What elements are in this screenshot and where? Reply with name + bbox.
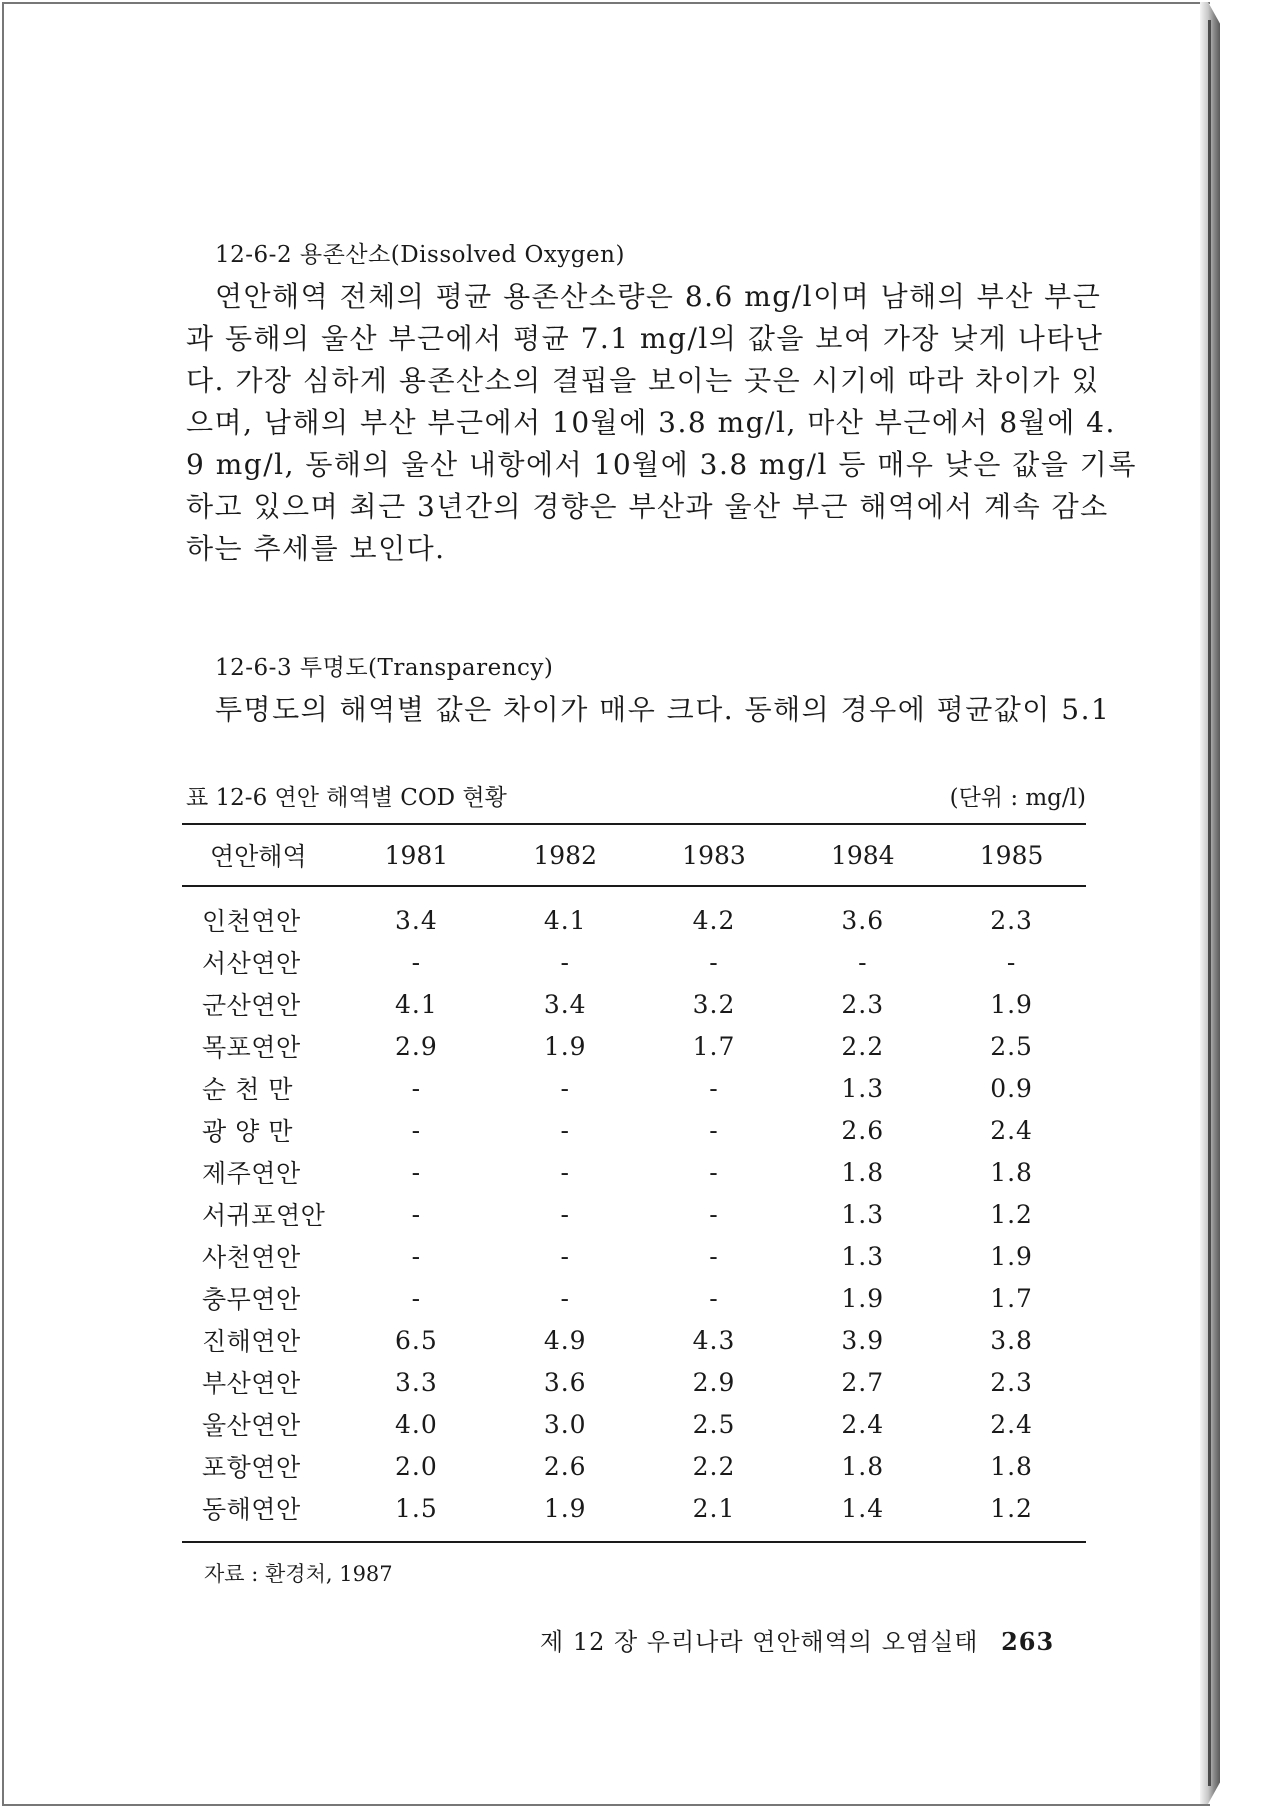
cod-value-cell: 1.9 — [990, 989, 1033, 1019]
table-row — [182, 1445, 1086, 1487]
cod-value-cell: - — [709, 1283, 719, 1313]
cod-value-cell: - — [560, 1199, 570, 1229]
cod-value-cell: 3.0 — [543, 1409, 587, 1439]
paragraph-line: 하고 있으며 최근 3년간의 경향은 부산과 울산 부근 해역에서 계속 감소 — [186, 490, 1109, 523]
cod-value-cell: 1.3 — [841, 1073, 885, 1103]
cod-value-cell: 2.3 — [841, 989, 885, 1019]
paragraph-transparency — [186, 689, 1111, 731]
cod-value-cell: 3.2 — [692, 989, 736, 1019]
cod-value-cell: 4.1 — [395, 989, 438, 1019]
table-row — [182, 1193, 1086, 1235]
running-footer — [540, 1622, 1054, 1657]
cod-value-cell: - — [709, 1157, 719, 1187]
table-row — [182, 1109, 1086, 1151]
cod-value-cell: 3.4 — [543, 989, 587, 1019]
cod-value-cell: - — [560, 1157, 570, 1187]
cod-value-cell: 1.7 — [990, 1283, 1033, 1313]
cod-value-cell: 2.1 — [692, 1493, 736, 1523]
cod-value-cell: 1.9 — [543, 1493, 587, 1523]
cod-value-cell: 1.7 — [692, 1031, 736, 1061]
cod-value-cell: 1.5 — [395, 1493, 438, 1523]
cod-value-cell: - — [709, 1241, 719, 1271]
column-header-year: 1982 — [533, 840, 597, 870]
cod-value-cell: 1.8 — [990, 1451, 1033, 1481]
table-row — [182, 1361, 1086, 1403]
cod-value-cell: 4.2 — [692, 905, 736, 935]
cod-value-cell: 2.5 — [692, 1409, 736, 1439]
table-caption: 표 12-6 연안 해역별 COD 현황 — [186, 785, 507, 811]
table-header-row — [182, 824, 1086, 886]
cod-value-cell: 1.8 — [990, 1157, 1033, 1187]
cod-value-cell: 3.4 — [395, 905, 438, 935]
table-row — [182, 1319, 1086, 1361]
cod-value-cell: 4.3 — [692, 1325, 736, 1355]
cod-value-cell: 1.4 — [841, 1493, 885, 1523]
chapter-title: 제 12 장 우리나라 연안해역의 오염실태 — [540, 1628, 979, 1656]
cod-value-cell: - — [560, 1115, 570, 1145]
cod-value-cell: 6.5 — [395, 1325, 438, 1355]
column-header-year: 1985 — [979, 840, 1044, 870]
table-row — [182, 1403, 1086, 1445]
table-unit: (단위 : mg/l) — [949, 785, 1086, 811]
cod-value-cell: - — [560, 1283, 570, 1313]
cod-value-cell: 2.9 — [395, 1031, 438, 1061]
paragraph-line: 하는 추세를 보인다. — [186, 532, 446, 565]
cod-value-cell: - — [411, 1115, 422, 1145]
table-row — [182, 983, 1086, 1025]
paragraph-line: 연안해역 전체의 평균 용존산소량은 8.6 mg/l이며 남해의 부산 부근 — [215, 280, 1102, 313]
table-row — [182, 1235, 1086, 1277]
cod-value-cell: - — [709, 1199, 719, 1229]
cod-value-cell: - — [1006, 947, 1017, 977]
cod-value-cell: 2.4 — [841, 1409, 885, 1439]
cod-value-cell: - — [411, 1283, 422, 1313]
region-cell: 서산연안 — [202, 949, 301, 978]
cod-value-cell: 1.8 — [841, 1451, 885, 1481]
cod-value-cell: 2.5 — [990, 1031, 1033, 1061]
paragraph-dissolved-oxygen — [186, 276, 1137, 570]
cod-value-cell: 3.3 — [395, 1367, 438, 1397]
cod-value-cell: 2.2 — [841, 1031, 885, 1061]
paragraph-line: 다. 가장 심하게 용존산소의 결핍을 보이는 곳은 시기에 따라 차이가 있 — [186, 364, 1100, 397]
cod-value-cell: - — [560, 1073, 570, 1103]
cod-value-cell: 3.8 — [990, 1325, 1033, 1355]
table-body — [182, 886, 1086, 1542]
table-row — [182, 941, 1086, 983]
region-cell: 진해연안 — [202, 1327, 301, 1356]
region-cell: 순 천 만 — [202, 1075, 293, 1104]
heading-dissolved-oxygen: 12-6-2 용존산소(Dissolved Oxygen) — [215, 242, 625, 268]
column-header-year: 1983 — [682, 840, 746, 870]
region-cell: 제주연안 — [202, 1159, 301, 1188]
column-header-year: 1984 — [830, 840, 895, 870]
region-cell: 충무연안 — [202, 1285, 301, 1314]
table-row — [182, 1151, 1086, 1193]
cod-value-cell: - — [709, 1073, 719, 1103]
region-cell: 울산연안 — [202, 1411, 301, 1440]
cod-value-cell: - — [560, 1241, 570, 1271]
cod-value-cell: 1.9 — [841, 1283, 885, 1313]
cod-value-cell: 2.0 — [395, 1451, 438, 1481]
table-row — [182, 1067, 1086, 1109]
cod-value-cell: - — [709, 1115, 719, 1145]
cod-value-cell: - — [560, 947, 570, 977]
cod-value-cell: - — [411, 947, 422, 977]
cod-value-cell: 1.2 — [990, 1493, 1033, 1523]
cod-value-cell: 1.2 — [990, 1199, 1033, 1229]
column-header-region: 연안해역 — [210, 842, 307, 871]
cod-value-cell: 2.4 — [990, 1115, 1033, 1145]
cod-value-cell: - — [709, 947, 719, 977]
page-edge-line — [1208, 20, 1211, 1786]
paragraph-line: 과 동해의 울산 부근에서 평균 7.1 mg/l의 값을 보여 가장 낮게 나타난 — [186, 322, 1104, 355]
page-number: 263 — [1001, 1627, 1055, 1656]
table-row — [182, 1025, 1086, 1067]
cod-value-cell: 2.2 — [692, 1451, 736, 1481]
paragraph-line: 9 mg/l, 동해의 울산 내항에서 10월에 3.8 mg/l 등 매우 낮은 값을 기록 — [186, 448, 1137, 481]
cod-value-cell: - — [411, 1157, 422, 1187]
cod-value-cell: 1.9 — [990, 1241, 1033, 1271]
heading-transparency: 12-6-3 투명도(Transparency) — [215, 655, 554, 681]
cod-value-cell: 2.6 — [841, 1115, 885, 1145]
cod-value-cell: - — [411, 1241, 422, 1271]
cod-value-cell: 2.6 — [543, 1451, 587, 1481]
cod-table — [182, 823, 1086, 1543]
region-cell: 사천연안 — [202, 1243, 301, 1272]
cod-value-cell: 3.6 — [543, 1367, 587, 1397]
table-row — [182, 1487, 1086, 1542]
table-source-note: 자료 : 환경처, 1987 — [204, 1562, 393, 1586]
cod-value-cell: 2.3 — [990, 905, 1033, 935]
cod-value-cell: - — [411, 1073, 422, 1103]
region-cell: 목포연안 — [202, 1033, 301, 1062]
column-header-year: 1981 — [384, 840, 449, 870]
cod-value-cell: 1.8 — [841, 1157, 885, 1187]
cod-value-cell: 4.9 — [543, 1325, 587, 1355]
cod-value-cell: 2.9 — [692, 1367, 736, 1397]
cod-value-cell: 3.9 — [841, 1325, 885, 1355]
table-row — [182, 886, 1086, 941]
cod-value-cell: 1.3 — [841, 1241, 885, 1271]
cod-value-cell: 3.6 — [841, 905, 885, 935]
region-cell: 서귀포연안 — [202, 1201, 326, 1230]
region-cell: 부산연안 — [202, 1369, 301, 1398]
cod-value-cell: - — [858, 947, 868, 977]
table-row — [182, 1277, 1086, 1319]
region-cell: 광 양 만 — [202, 1117, 293, 1146]
cod-value-cell: 1.9 — [543, 1031, 587, 1061]
region-cell: 포항연안 — [202, 1453, 301, 1482]
cod-value-cell: 4.1 — [543, 905, 587, 935]
region-cell: 군산연안 — [202, 991, 301, 1020]
region-cell: 인천연안 — [202, 907, 301, 936]
paragraph-line: 으며, 남해의 부산 부근에서 10월에 3.8 mg/l, 마산 부근에서 8월에 4. — [186, 406, 1116, 439]
cod-value-cell: 2.4 — [990, 1409, 1033, 1439]
cod-value-cell: - — [411, 1199, 422, 1229]
cod-value-cell: 4.0 — [395, 1409, 438, 1439]
cod-value-cell: 0.9 — [990, 1073, 1033, 1103]
region-cell: 동해연안 — [202, 1495, 301, 1524]
paragraph-line: 투명도의 해역별 값은 차이가 매우 크다. 동해의 경우에 평균값이 5.1 — [215, 693, 1111, 726]
cod-value-cell: 2.3 — [990, 1367, 1033, 1397]
cod-value-cell: 2.7 — [841, 1367, 885, 1397]
cod-value-cell: 1.3 — [841, 1199, 885, 1229]
